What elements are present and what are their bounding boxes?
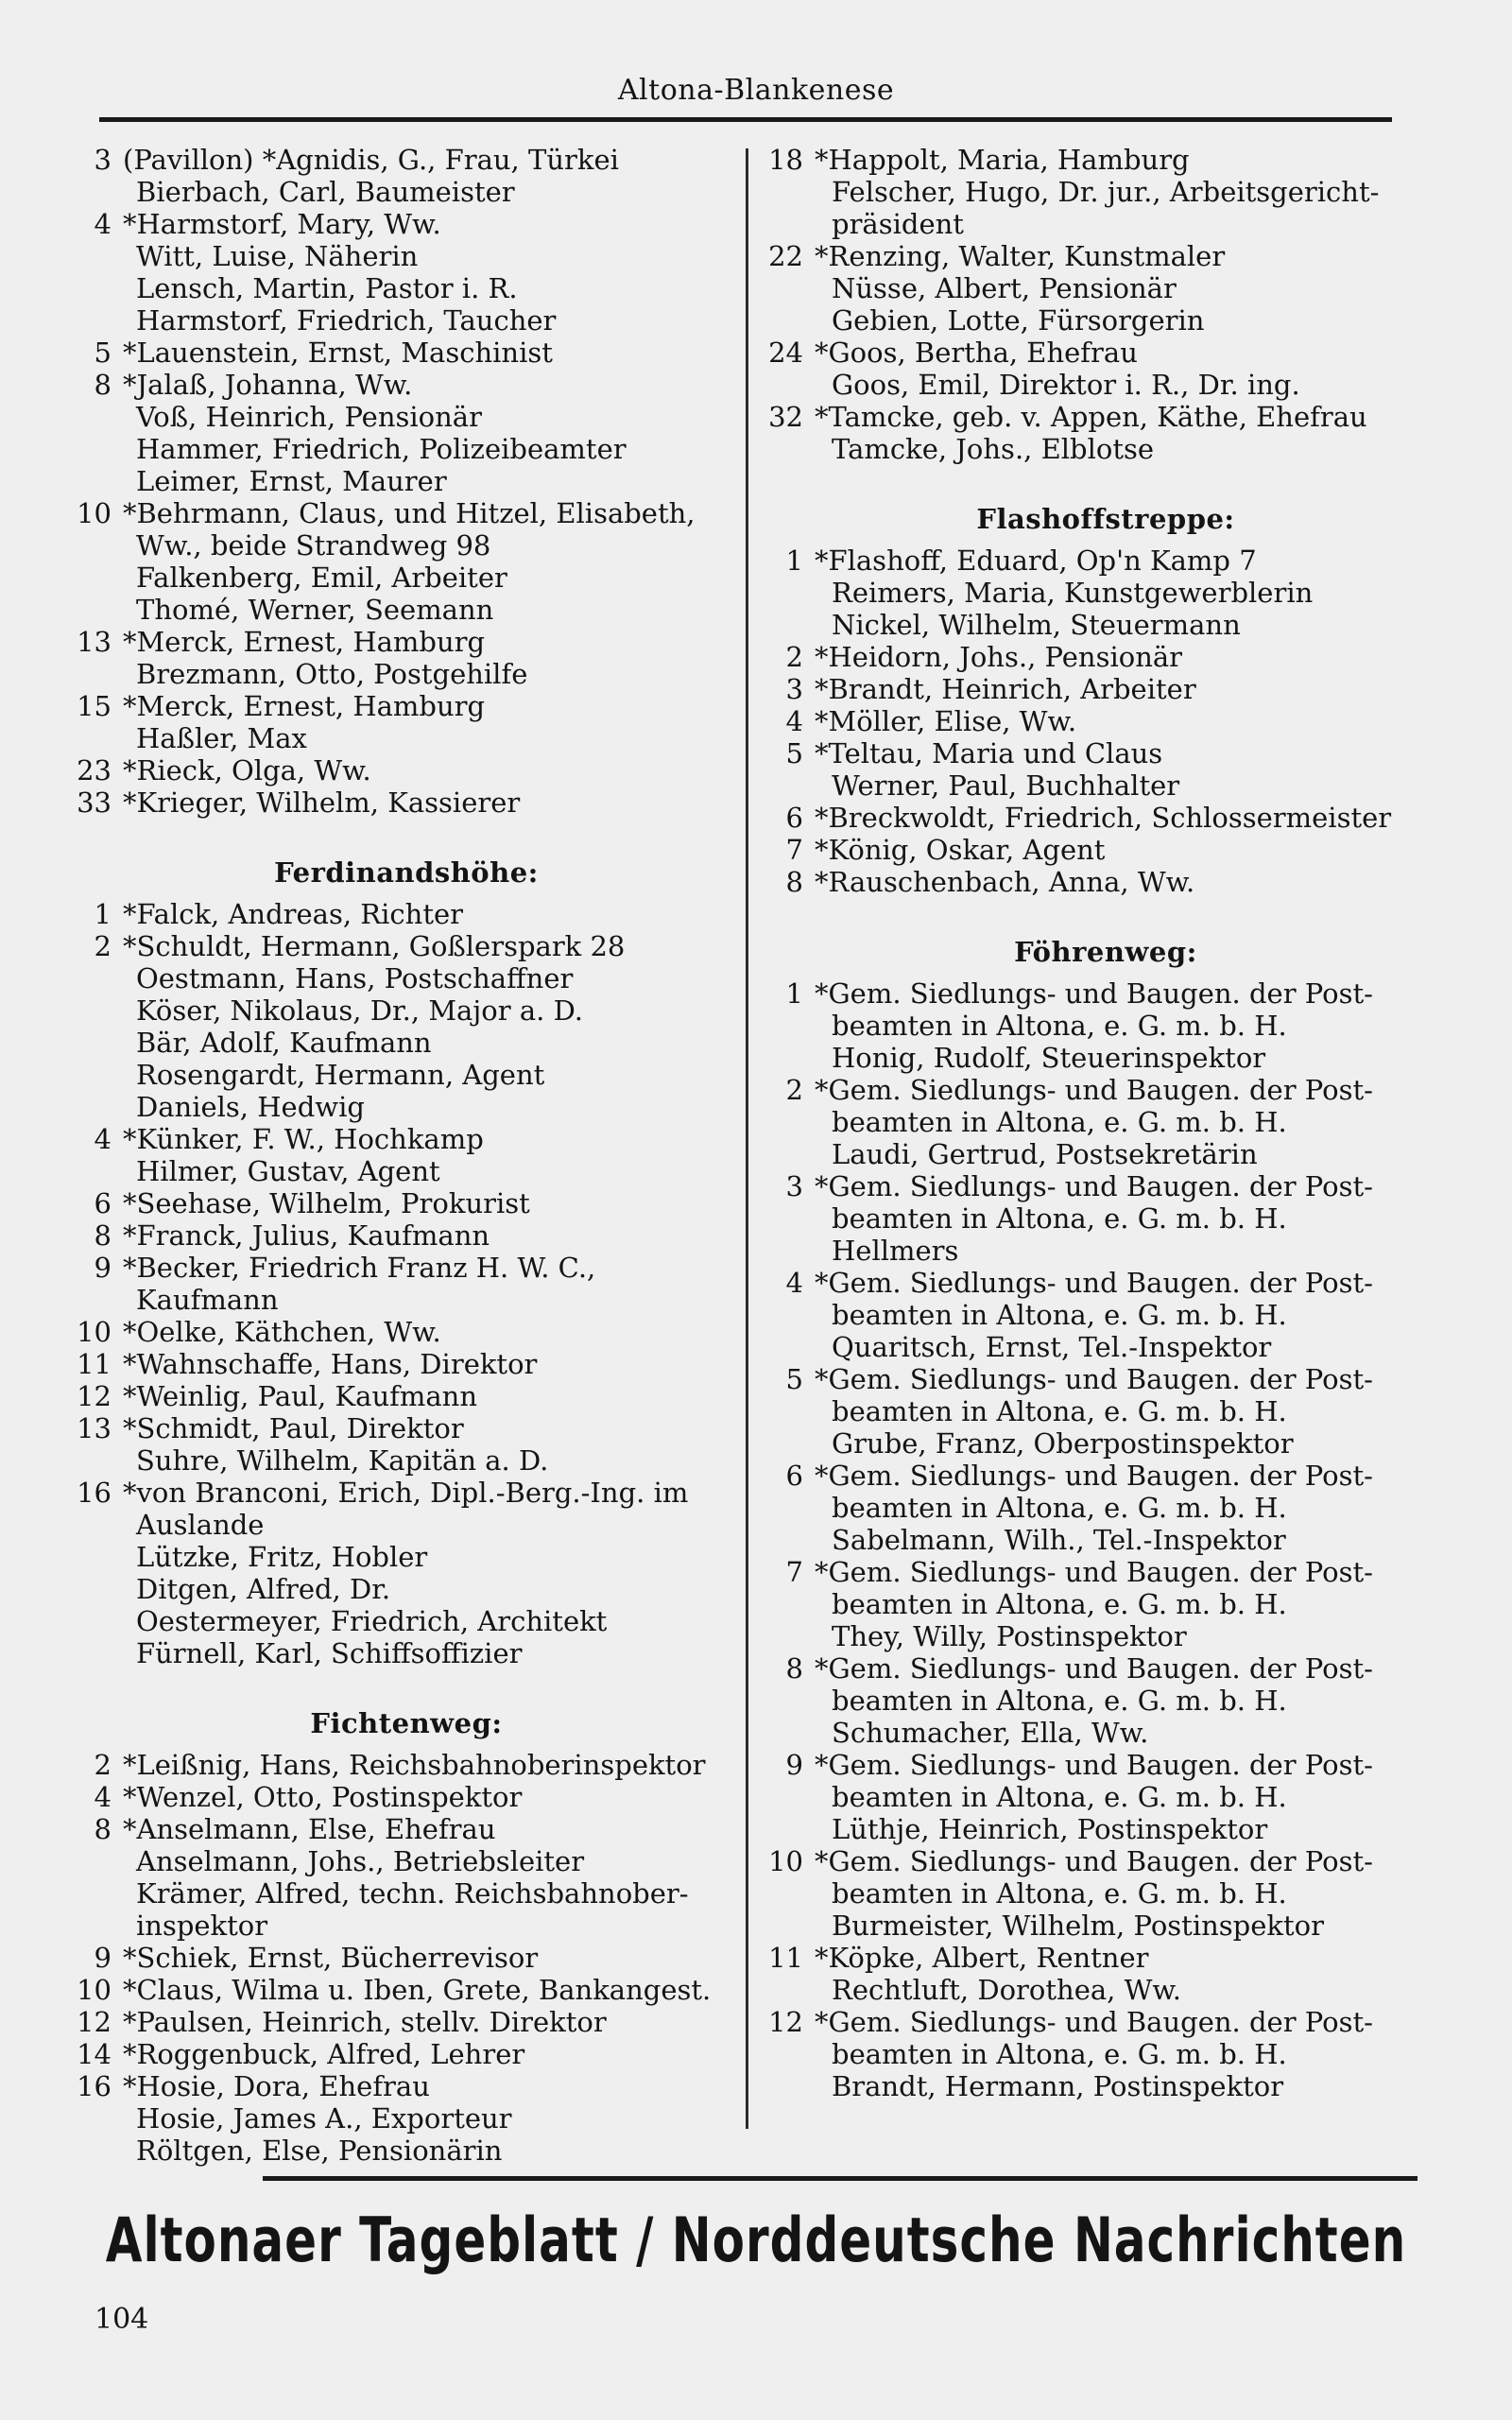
resident-line-cont: beamten in Altona, e. G. m. b. H. <box>832 1781 1287 1813</box>
house-entry <box>756 337 1455 401</box>
resident-line: *Goos, Bertha, Ehefrau <box>815 337 1138 369</box>
resident-line-cont: beamten in Altona, e. G. m. b. H. <box>832 1106 1287 1138</box>
resident-line-cont: beamten in Altona, e. G. m. b. H. <box>832 1202 1287 1235</box>
resident-line-cont: Köser, Nikolaus, Dr., Major a. D. <box>136 994 584 1027</box>
house-number: 9 <box>94 1942 112 1974</box>
resident-line-cont: beamten in Altona, e. G. m. b. H. <box>832 1492 1287 1524</box>
resident-line: *Seehase, Wilhelm, Prokurist <box>123 1187 530 1219</box>
house-entry <box>756 1942 1455 2006</box>
resident-line-cont: Felscher, Hugo, Dr. jur., Arbeitsgericht- <box>832 176 1380 208</box>
house-entry <box>756 1749 1455 1845</box>
resident-line-cont: Harmstorf, Friedrich, Taucher <box>136 304 557 337</box>
resident-line: *Wenzel, Otto, Postinspektor <box>123 1781 523 1813</box>
house-number: 4 <box>785 705 803 737</box>
house-entry <box>66 786 747 819</box>
house-number: 6 <box>785 802 803 834</box>
house-number: 8 <box>94 369 112 401</box>
house-number: 10 <box>768 1845 803 1877</box>
house-entry <box>66 898 747 930</box>
resident-line: *Weinlig, Paul, Kaufmann <box>123 1380 478 1412</box>
resident-line-cont: Bär, Adolf, Kaufmann <box>136 1027 432 1059</box>
resident-line-cont: Lützke, Fritz, Hobler <box>136 1541 428 1573</box>
house-number: 4 <box>94 1123 112 1155</box>
resident-line-cont: inspektor <box>136 1910 268 1942</box>
street-heading: Fichtenweg: <box>310 1707 503 1739</box>
resident-line-cont: Auslande <box>136 1509 265 1541</box>
resident-line: *König, Oskar, Agent <box>815 834 1106 866</box>
resident-line-cont: Leimer, Ernst, Maurer <box>136 465 447 497</box>
resident-line: (Pavillon) *Agnidis, G., Frau, Türkei <box>123 144 619 176</box>
resident-line: *Falck, Andreas, Richter <box>123 898 463 930</box>
house-entry <box>66 208 747 337</box>
house-entry <box>756 737 1455 802</box>
house-number: 4 <box>785 1267 803 1299</box>
page-number: 104 <box>94 2303 149 2336</box>
house-entry <box>66 626 747 690</box>
resident-line: *Franck, Julius, Kaufmann <box>123 1219 490 1252</box>
house-entry <box>66 144 747 208</box>
resident-line-cont: beamten in Altona, e. G. m. b. H. <box>832 1877 1287 1910</box>
resident-line-cont: Ww., beide Strandweg 98 <box>136 529 491 562</box>
resident-line: *Behrmann, Claus, und Hitzel, Elisabeth, <box>123 497 696 529</box>
resident-line-cont: Goos, Emil, Direktor i. R., Dr. ing. <box>832 369 1300 401</box>
resident-line-cont: Laudi, Gertrud, Postsekretärin <box>832 1138 1258 1170</box>
resident-line-cont: Schumacher, Ella, Ww. <box>832 1717 1149 1749</box>
house-entry <box>66 1749 747 1781</box>
house-entry <box>756 977 1455 1074</box>
resident-line: *Gem. Siedlungs- und Baugen. der Post- <box>815 1556 1373 1588</box>
house-number: 22 <box>768 240 803 272</box>
resident-line-cont: Nüsse, Albert, Pensionär <box>832 272 1177 304</box>
house-number: 5 <box>94 337 112 369</box>
house-number: 7 <box>785 1556 803 1588</box>
house-entry <box>756 866 1455 898</box>
house-number: 2 <box>785 1074 803 1106</box>
house-number: 9 <box>785 1749 803 1781</box>
resident-line-cont: Quaritsch, Ernst, Tel.-Inspektor <box>832 1331 1272 1363</box>
bottom-rule <box>263 2176 1418 2181</box>
resident-line-cont: beamten in Altona, e. G. m. b. H. <box>832 1588 1287 1620</box>
house-entry <box>66 1477 747 1669</box>
house-number: 12 <box>77 2006 112 2038</box>
resident-line: *Gem. Siedlungs- und Baugen. der Post- <box>815 1267 1373 1299</box>
resident-line: *Gem. Siedlungs- und Baugen. der Post- <box>815 1363 1373 1395</box>
resident-line-cont: Falkenberg, Emil, Arbeiter <box>136 562 507 594</box>
house-entry <box>756 1652 1455 1749</box>
resident-line: *Lauenstein, Ernst, Maschinist <box>123 337 553 369</box>
resident-line-cont: Lensch, Martin, Pastor i. R. <box>136 272 518 304</box>
house-number: 1 <box>94 898 112 930</box>
resident-line: *Schmidt, Paul, Direktor <box>123 1412 464 1444</box>
left-column <box>66 144 747 2167</box>
resident-line: *Harmstorf, Mary, Ww. <box>123 208 441 240</box>
house-entry <box>66 369 747 497</box>
resident-line-cont: They, Willy, Postinspektor <box>832 1620 1187 1652</box>
resident-line: *Hosie, Dora, Ehefrau <box>123 2070 430 2102</box>
house-number: 14 <box>77 2038 112 2070</box>
house-number: 4 <box>94 1781 112 1813</box>
house-number: 6 <box>94 1187 112 1219</box>
resident-line: *Leißnig, Hans, Reichsbahnoberinspektor <box>123 1749 706 1781</box>
resident-line-cont: Tamcke, Johs., Elblotse <box>832 433 1155 465</box>
house-number: 16 <box>77 1477 112 1509</box>
resident-line-cont: Hosie, James A., Exporteur <box>136 2102 512 2135</box>
house-entry <box>756 1074 1455 1170</box>
house-number: 12 <box>77 1380 112 1412</box>
resident-line: *Wahnschaffe, Hans, Direktor <box>123 1348 538 1380</box>
house-entry <box>66 1187 747 1219</box>
house-number: 10 <box>77 1974 112 2006</box>
top-rule <box>99 117 1392 122</box>
resident-line-cont: Daniels, Hedwig <box>136 1091 365 1123</box>
house-number: 13 <box>77 1412 112 1444</box>
resident-line: *Merck, Ernest, Hamburg <box>123 626 486 658</box>
resident-line: *Heidorn, Johs., Pensionär <box>815 641 1183 673</box>
resident-line-cont: Brezmann, Otto, Postgehilfe <box>136 658 528 690</box>
resident-line: *Schuldt, Hermann, Goßlerspark 28 <box>123 930 626 962</box>
resident-line: *Gem. Siedlungs- und Baugen. der Post- <box>815 1845 1373 1877</box>
house-entry <box>66 1412 747 1477</box>
house-entry <box>66 2070 747 2167</box>
resident-line-cont: Sabelmann, Wilh., Tel.-Inspektor <box>832 1524 1286 1556</box>
house-number: 3 <box>94 144 112 176</box>
resident-line-cont: Witt, Luise, Näherin <box>136 240 419 272</box>
resident-line-cont: Kaufmann <box>136 1284 279 1316</box>
resident-line: *Breckwoldt, Friedrich, Schlossermeister <box>815 802 1392 834</box>
house-number: 24 <box>768 337 803 369</box>
resident-line-cont: Honig, Rudolf, Steuerinspektor <box>832 1042 1266 1074</box>
resident-line-cont: Anselmann, Johs., Betriebsleiter <box>136 1845 585 1877</box>
house-entry <box>66 1974 747 2006</box>
resident-line: *Köpke, Albert, Rentner <box>815 1942 1149 1974</box>
resident-line: *Jalaß, Johanna, Ww. <box>123 369 413 401</box>
house-entry <box>66 1813 747 1942</box>
house-entry <box>756 802 1455 834</box>
house-entry <box>756 1170 1455 1267</box>
house-number: 2 <box>94 1749 112 1781</box>
resident-line: *Gem. Siedlungs- und Baugen. der Post- <box>815 1652 1373 1685</box>
resident-line-cont: Rosengardt, Hermann, Agent <box>136 1059 545 1091</box>
house-number: 11 <box>768 1942 803 1974</box>
resident-line-cont: Thomé, Werner, Seemann <box>136 594 494 626</box>
resident-line-cont: Grube, Franz, Oberpostinspektor <box>832 1427 1294 1460</box>
house-entry <box>66 754 747 786</box>
resident-line-cont: Hilmer, Gustav, Agent <box>136 1155 440 1187</box>
resident-line: *Gem. Siedlungs- und Baugen. der Post- <box>815 2006 1373 2038</box>
resident-line: *Happolt, Maria, Hamburg <box>815 144 1190 176</box>
resident-line: *Gem. Siedlungs- und Baugen. der Post- <box>815 977 1373 1010</box>
resident-line: *Krieger, Wilhelm, Kassierer <box>123 786 521 819</box>
house-entry <box>66 1781 747 1813</box>
house-number: 5 <box>785 737 803 769</box>
resident-line: *Gem. Siedlungs- und Baugen. der Post- <box>815 1460 1373 1492</box>
resident-line: *Möller, Elise, Ww. <box>815 705 1077 737</box>
house-entry <box>66 1316 747 1348</box>
resident-line-cont: Röltgen, Else, Pensionärin <box>136 2135 503 2167</box>
resident-line-cont: Werner, Paul, Buchhalter <box>832 769 1180 802</box>
resident-line-cont: Burmeister, Wilhelm, Postinspektor <box>832 1910 1324 1942</box>
resident-line: *Oelke, Käthchen, Ww. <box>123 1316 441 1348</box>
resident-line: *Künker, F. W., Hochkamp <box>123 1123 484 1155</box>
resident-line-cont: Krämer, Alfred, techn. Reichsbahnober- <box>136 1877 689 1910</box>
house-number: 7 <box>785 834 803 866</box>
house-entry <box>756 673 1455 705</box>
house-entry <box>756 544 1455 641</box>
resident-line-cont: Ditgen, Alfred, Dr. <box>136 1573 391 1605</box>
house-number: 32 <box>768 401 803 433</box>
resident-line: *Renzing, Walter, Kunstmaler <box>815 240 1226 272</box>
house-entry <box>66 2038 747 2070</box>
resident-line-cont: beamten in Altona, e. G. m. b. H. <box>832 1299 1287 1331</box>
resident-line-cont: Voß, Heinrich, Pensionär <box>136 401 482 433</box>
resident-line: *Teltau, Maria und Claus <box>815 737 1163 769</box>
house-entry <box>66 497 747 626</box>
resident-line: *Roggenbuck, Alfred, Lehrer <box>123 2038 525 2070</box>
house-number: 23 <box>77 754 112 786</box>
house-number: 16 <box>77 2070 112 2102</box>
running-head: Altona-Blankenese <box>617 74 895 107</box>
resident-line-cont: Brandt, Hermann, Postinspektor <box>832 2070 1284 2102</box>
resident-line: *Schiek, Ernst, Bücherrevisor <box>123 1942 539 1974</box>
resident-line: *Brandt, Heinrich, Arbeiter <box>815 673 1196 705</box>
resident-line: *Rauschenbach, Anna, Ww. <box>815 866 1195 898</box>
house-number: 8 <box>785 866 803 898</box>
house-number: 3 <box>785 1170 803 1202</box>
house-entry <box>66 1380 747 1412</box>
house-entry <box>756 401 1455 465</box>
house-entry <box>66 690 747 754</box>
resident-line: *Gem. Siedlungs- und Baugen. der Post- <box>815 1749 1373 1781</box>
resident-line-cont: beamten in Altona, e. G. m. b. H. <box>832 1685 1287 1717</box>
street-heading: Föhrenweg: <box>1014 936 1197 968</box>
resident-line-cont: Lüthje, Heinrich, Postinspektor <box>832 1813 1268 1845</box>
house-entry <box>66 337 747 369</box>
column-divider <box>746 148 748 2129</box>
resident-line-cont: Suhre, Wilhelm, Kapitän a. D. <box>136 1444 549 1477</box>
resident-line-cont: Hammer, Friedrich, Polizeibeamter <box>136 433 627 465</box>
house-number: 13 <box>77 626 112 658</box>
resident-line: *Claus, Wilma u. Iben, Grete, Bankangest. <box>123 1974 712 2006</box>
house-number: 11 <box>77 1348 112 1380</box>
house-number: 8 <box>785 1652 803 1685</box>
resident-line-cont: Hellmers <box>832 1235 959 1267</box>
house-number: 9 <box>94 1252 112 1284</box>
house-entry <box>756 1460 1455 1556</box>
house-number: 2 <box>785 641 803 673</box>
house-number: 2 <box>94 930 112 962</box>
house-number: 8 <box>94 1219 112 1252</box>
house-entry <box>756 1363 1455 1460</box>
resident-line-cont: Fürnell, Karl, Schiffsoffizier <box>136 1637 523 1669</box>
resident-line-cont: beamten in Altona, e. G. m. b. H. <box>832 2038 1287 2070</box>
house-entry <box>66 2006 747 2038</box>
resident-line: *Becker, Friedrich Franz H. W. C., <box>123 1252 596 1284</box>
house-entry <box>66 930 747 1123</box>
house-number: 33 <box>77 786 112 819</box>
house-number: 1 <box>785 977 803 1010</box>
resident-line-cont: Gebien, Lotte, Fürsorgerin <box>832 304 1205 337</box>
house-number: 8 <box>94 1813 112 1845</box>
house-number: 4 <box>94 208 112 240</box>
house-entry <box>756 2006 1455 2102</box>
resident-line-cont: beamten in Altona, e. G. m. b. H. <box>832 1010 1287 1042</box>
house-number: 5 <box>785 1363 803 1395</box>
street-heading: Flashoffstreppe: <box>976 503 1235 535</box>
house-entry <box>66 1123 747 1187</box>
resident-line-cont: Bierbach, Carl, Baumeister <box>136 176 515 208</box>
house-entry <box>66 1348 747 1380</box>
resident-line-cont: Reimers, Maria, Kunstgewerblerin <box>832 577 1314 609</box>
resident-line-cont: Oestermeyer, Friedrich, Architekt <box>136 1605 608 1637</box>
street-heading: Ferdinandshöhe: <box>274 856 539 889</box>
resident-line-cont: Oestmann, Hans, Postschaffner <box>136 962 574 994</box>
resident-line: *Merck, Ernest, Hamburg <box>123 690 486 722</box>
house-number: 3 <box>785 673 803 705</box>
resident-line-cont: Rechtluft, Dorothea, Ww. <box>832 1974 1182 2006</box>
resident-line: *Flashoff, Eduard, Op'n Kamp 7 <box>815 544 1257 577</box>
house-entry <box>756 705 1455 737</box>
resident-line-cont: Haßler, Max <box>136 722 307 754</box>
resident-line-cont: beamten in Altona, e. G. m. b. H. <box>832 1395 1287 1427</box>
house-entry <box>66 1942 747 1974</box>
house-number: 1 <box>785 544 803 577</box>
house-number: 12 <box>768 2006 803 2038</box>
house-entry <box>756 834 1455 866</box>
resident-line: *Tamcke, geb. v. Appen, Käthe, Ehefrau <box>815 401 1367 433</box>
resident-line: *Paulsen, Heinrich, stellv. Direktor <box>123 2006 607 2038</box>
house-entry <box>756 1267 1455 1363</box>
house-entry <box>756 240 1455 337</box>
house-entry <box>756 144 1455 240</box>
house-entry <box>756 1845 1455 1942</box>
right-column <box>756 144 1455 2102</box>
house-number: 18 <box>768 144 803 176</box>
resident-line-cont: präsident <box>832 208 964 240</box>
house-entry <box>66 1252 747 1316</box>
house-number: 10 <box>77 1316 112 1348</box>
house-entry <box>756 641 1455 673</box>
resident-line: *von Branconi, Erich, Dipl.-Berg.-Ing. im <box>123 1477 689 1509</box>
house-entry <box>66 1219 747 1252</box>
resident-line: *Anselmann, Else, Ehefrau <box>123 1813 496 1845</box>
resident-line: *Gem. Siedlungs- und Baugen. der Post- <box>815 1074 1373 1106</box>
resident-line: *Gem. Siedlungs- und Baugen. der Post- <box>815 1170 1373 1202</box>
house-number: 15 <box>77 690 112 722</box>
newspaper-advertisement: Altonaer Tageblatt / Norddeutsche Nachrichten <box>105 2204 1407 2276</box>
resident-line-cont: Nickel, Wilhelm, Steuermann <box>832 609 1241 641</box>
house-number: 6 <box>785 1460 803 1492</box>
house-number: 10 <box>77 497 112 529</box>
house-entry <box>756 1556 1455 1652</box>
resident-line: *Rieck, Olga, Ww. <box>123 754 371 786</box>
